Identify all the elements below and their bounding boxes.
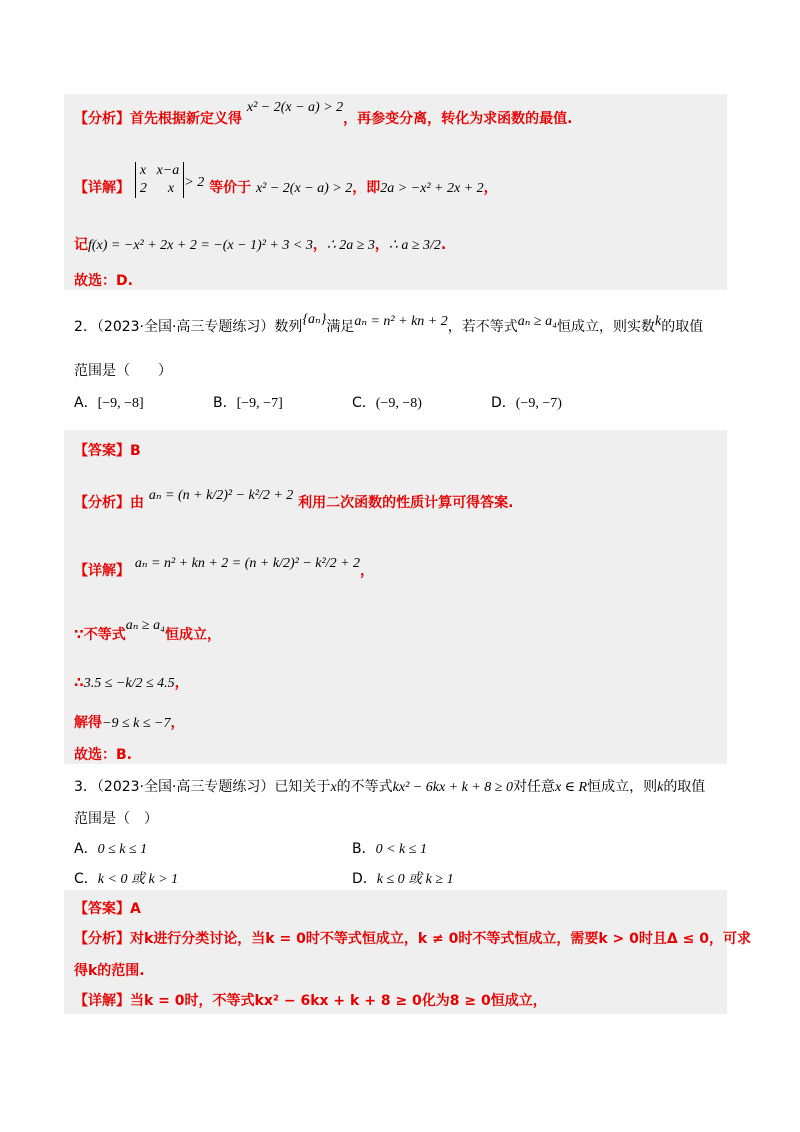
q2-detail-comma: ， — [360, 563, 375, 579]
q3-analysis-label: 【分析】 — [74, 931, 130, 947]
s1-note-end: ∴ a ≥ 3/2 — [388, 238, 441, 253]
q2-option-b[interactable]: B．[−9, −7] — [213, 395, 283, 411]
q2-answer: B — [130, 443, 141, 459]
s1-detail-math2: 2a > −x² + 2x + 2 — [380, 181, 484, 196]
q2-detail-line — [74, 556, 375, 580]
q2-detail-label: 【详解】 — [74, 563, 130, 579]
q3-detail-text: 当k = 0时，不等式kx² − 6kx + k + 8 ≥ 0化为8 ≥ 0恒成立， — [130, 993, 547, 1009]
q2-because-tail: 恒成立， — [164, 627, 221, 643]
q2-analysis-label: 【分析】 — [74, 495, 130, 511]
q2-option-c[interactable]: C．(−9, −8) — [352, 395, 422, 411]
q2-analysis-you: 由 — [130, 495, 144, 511]
s1-analysis-math: x² − 2(x − a) > 2 — [246, 100, 344, 115]
s1-note-mid: ∴ 2a ≥ 3 — [326, 238, 375, 253]
q2-stem-line1 — [74, 312, 704, 336]
q2-stem4: 恒成立，则实数 — [556, 319, 655, 335]
q3-stem-line1 — [74, 776, 705, 796]
q2-stem6: 范围是（ ） — [74, 363, 172, 379]
q2-ineq: aₙ ≥ a₄ — [517, 314, 557, 329]
s1-determinant: x x−a 2 x — [135, 162, 184, 198]
q2-option-a[interactable]: A．[−9, −8] — [74, 395, 144, 411]
q3-detail-label: 【详解】 — [74, 993, 130, 1009]
q3-ineq: kx² − 6kx + k + 8 ≥ 0 — [392, 780, 513, 795]
q3-stem3: 对任意 — [512, 779, 555, 795]
s1-note-prefix: 记 — [74, 237, 88, 253]
q3-k: k — [657, 780, 664, 795]
q2-because-math: aₙ ≥ a₄ — [125, 618, 165, 633]
q2-answer-line — [74, 440, 141, 460]
q2-analysis-math: aₙ = (n + k/2)² − k²/2 + 2 — [148, 488, 294, 503]
s1-detail-line: 【详解】 x x−a 2 x > 2 等价于 x² − 2(x − a) > 2，即2a > −x² + 2x + 2， — [74, 163, 498, 196]
s1-detail-math1: x² − 2(x − a) > 2 — [255, 181, 353, 196]
q3-answer-line — [74, 898, 141, 918]
q2-therefore: ∴ — [74, 675, 84, 691]
q2-therefore-math: 3.5 ≤ −k/2 ≤ 4.5 — [83, 676, 175, 691]
s1-note-math: f(x) = −x² + 2x + 2 = −(x − 1)² + 3 < 3 — [88, 238, 313, 253]
s1-note-line: 记f(x) = −x² + 2x + 2 = −(x − 1)² + 3 < 3，∴ 2a ≥ 3，∴ a ≥ 3/2. — [74, 237, 447, 253]
q3-stem6: 范围是（ ） — [74, 811, 158, 827]
q2-answer-label: 【答案】 — [74, 443, 130, 459]
q3-stem2: 的不等式 — [336, 779, 393, 795]
s1-detail-label: 【详解】 — [74, 180, 130, 196]
q2-therefore-line: ∴3.5 ≤ −k/2 ≤ 4.5， — [74, 675, 189, 691]
q2-analysis-line — [74, 488, 514, 512]
q3-option-a[interactable]: A．0 ≤ k ≤ 1 — [74, 841, 148, 857]
q2-set: {aₙ} — [302, 312, 327, 327]
q2-solve-math: −9 ≤ k ≤ −7 — [102, 716, 171, 731]
q3-analysis-line1 — [74, 928, 751, 948]
s1-analysis-tail: ，再参变分离，转化为求函数的最值. — [343, 111, 573, 127]
s1-detail-comma: ， — [483, 180, 498, 196]
q2-formula: aₙ = n² + kn + 2 — [354, 314, 448, 329]
q3-stem5: 的取值 — [663, 779, 706, 795]
s1-detail-ji: ，即 — [352, 180, 381, 196]
q3-answer: A — [130, 901, 141, 917]
q2-solve: 解得 — [74, 715, 102, 731]
q3-answer-label: 【答案】 — [74, 901, 130, 917]
q3-stem4: 恒成立，则 — [587, 779, 658, 795]
q2-choice: 故选：B. — [74, 747, 132, 763]
q3-option-b[interactable]: B．0 < k ≤ 1 — [352, 841, 427, 857]
s1-analysis-text: 首先根据新定义得 — [130, 111, 242, 127]
q2-because: ∵不等式 — [74, 627, 126, 643]
q3-detail-line — [74, 990, 547, 1010]
q2-detail-math: aₙ = n² + kn + 2 = (n + k/2)² − k²/2 + 2 — [134, 556, 361, 571]
q2-stem3: ，若不等式 — [447, 319, 518, 335]
s1-analysis-line — [74, 100, 573, 128]
q2-analysis-tail: 利用二次函数的性质计算可得答案. — [298, 495, 514, 511]
q3-analysis-line2: 得k的范围. — [74, 963, 145, 979]
q3-option-d[interactable]: D．k ≤ 0 或 k ≥ 1 — [352, 871, 454, 887]
s1-detail-eq: 等价于 — [209, 180, 252, 196]
q2-option-d[interactable]: D．(−9, −7) — [491, 395, 562, 411]
q3-x: x — [330, 780, 337, 795]
q2-stem5: 的取值 — [661, 319, 704, 335]
q2-var: k — [654, 314, 662, 329]
q3-stem1: 3．（2023·全国·高三专题练习）已知关于 — [74, 779, 331, 795]
q3-analysis-text1: 对k进行分类讨论，当k = 0时不等式恒成立，k ≠ 0时不等式恒成立，需要k > 0时且Δ ≤ 0，可求 — [130, 931, 751, 947]
q2-stem2: 满足 — [326, 319, 355, 335]
q2-stem1: 2．（2023·全国·高三专题练习）数列 — [74, 319, 303, 335]
q2-because-line — [74, 618, 221, 644]
q2-solve-line: 解得−9 ≤ k ≤ −7， — [74, 715, 185, 731]
s1-choice: 故选：D. — [74, 273, 133, 289]
q3-domain: x ∈ R — [554, 780, 588, 795]
s1-analysis-label: 【分析】 — [74, 111, 130, 127]
q3-option-c[interactable]: C．k < 0 或 k > 1 — [74, 871, 179, 887]
